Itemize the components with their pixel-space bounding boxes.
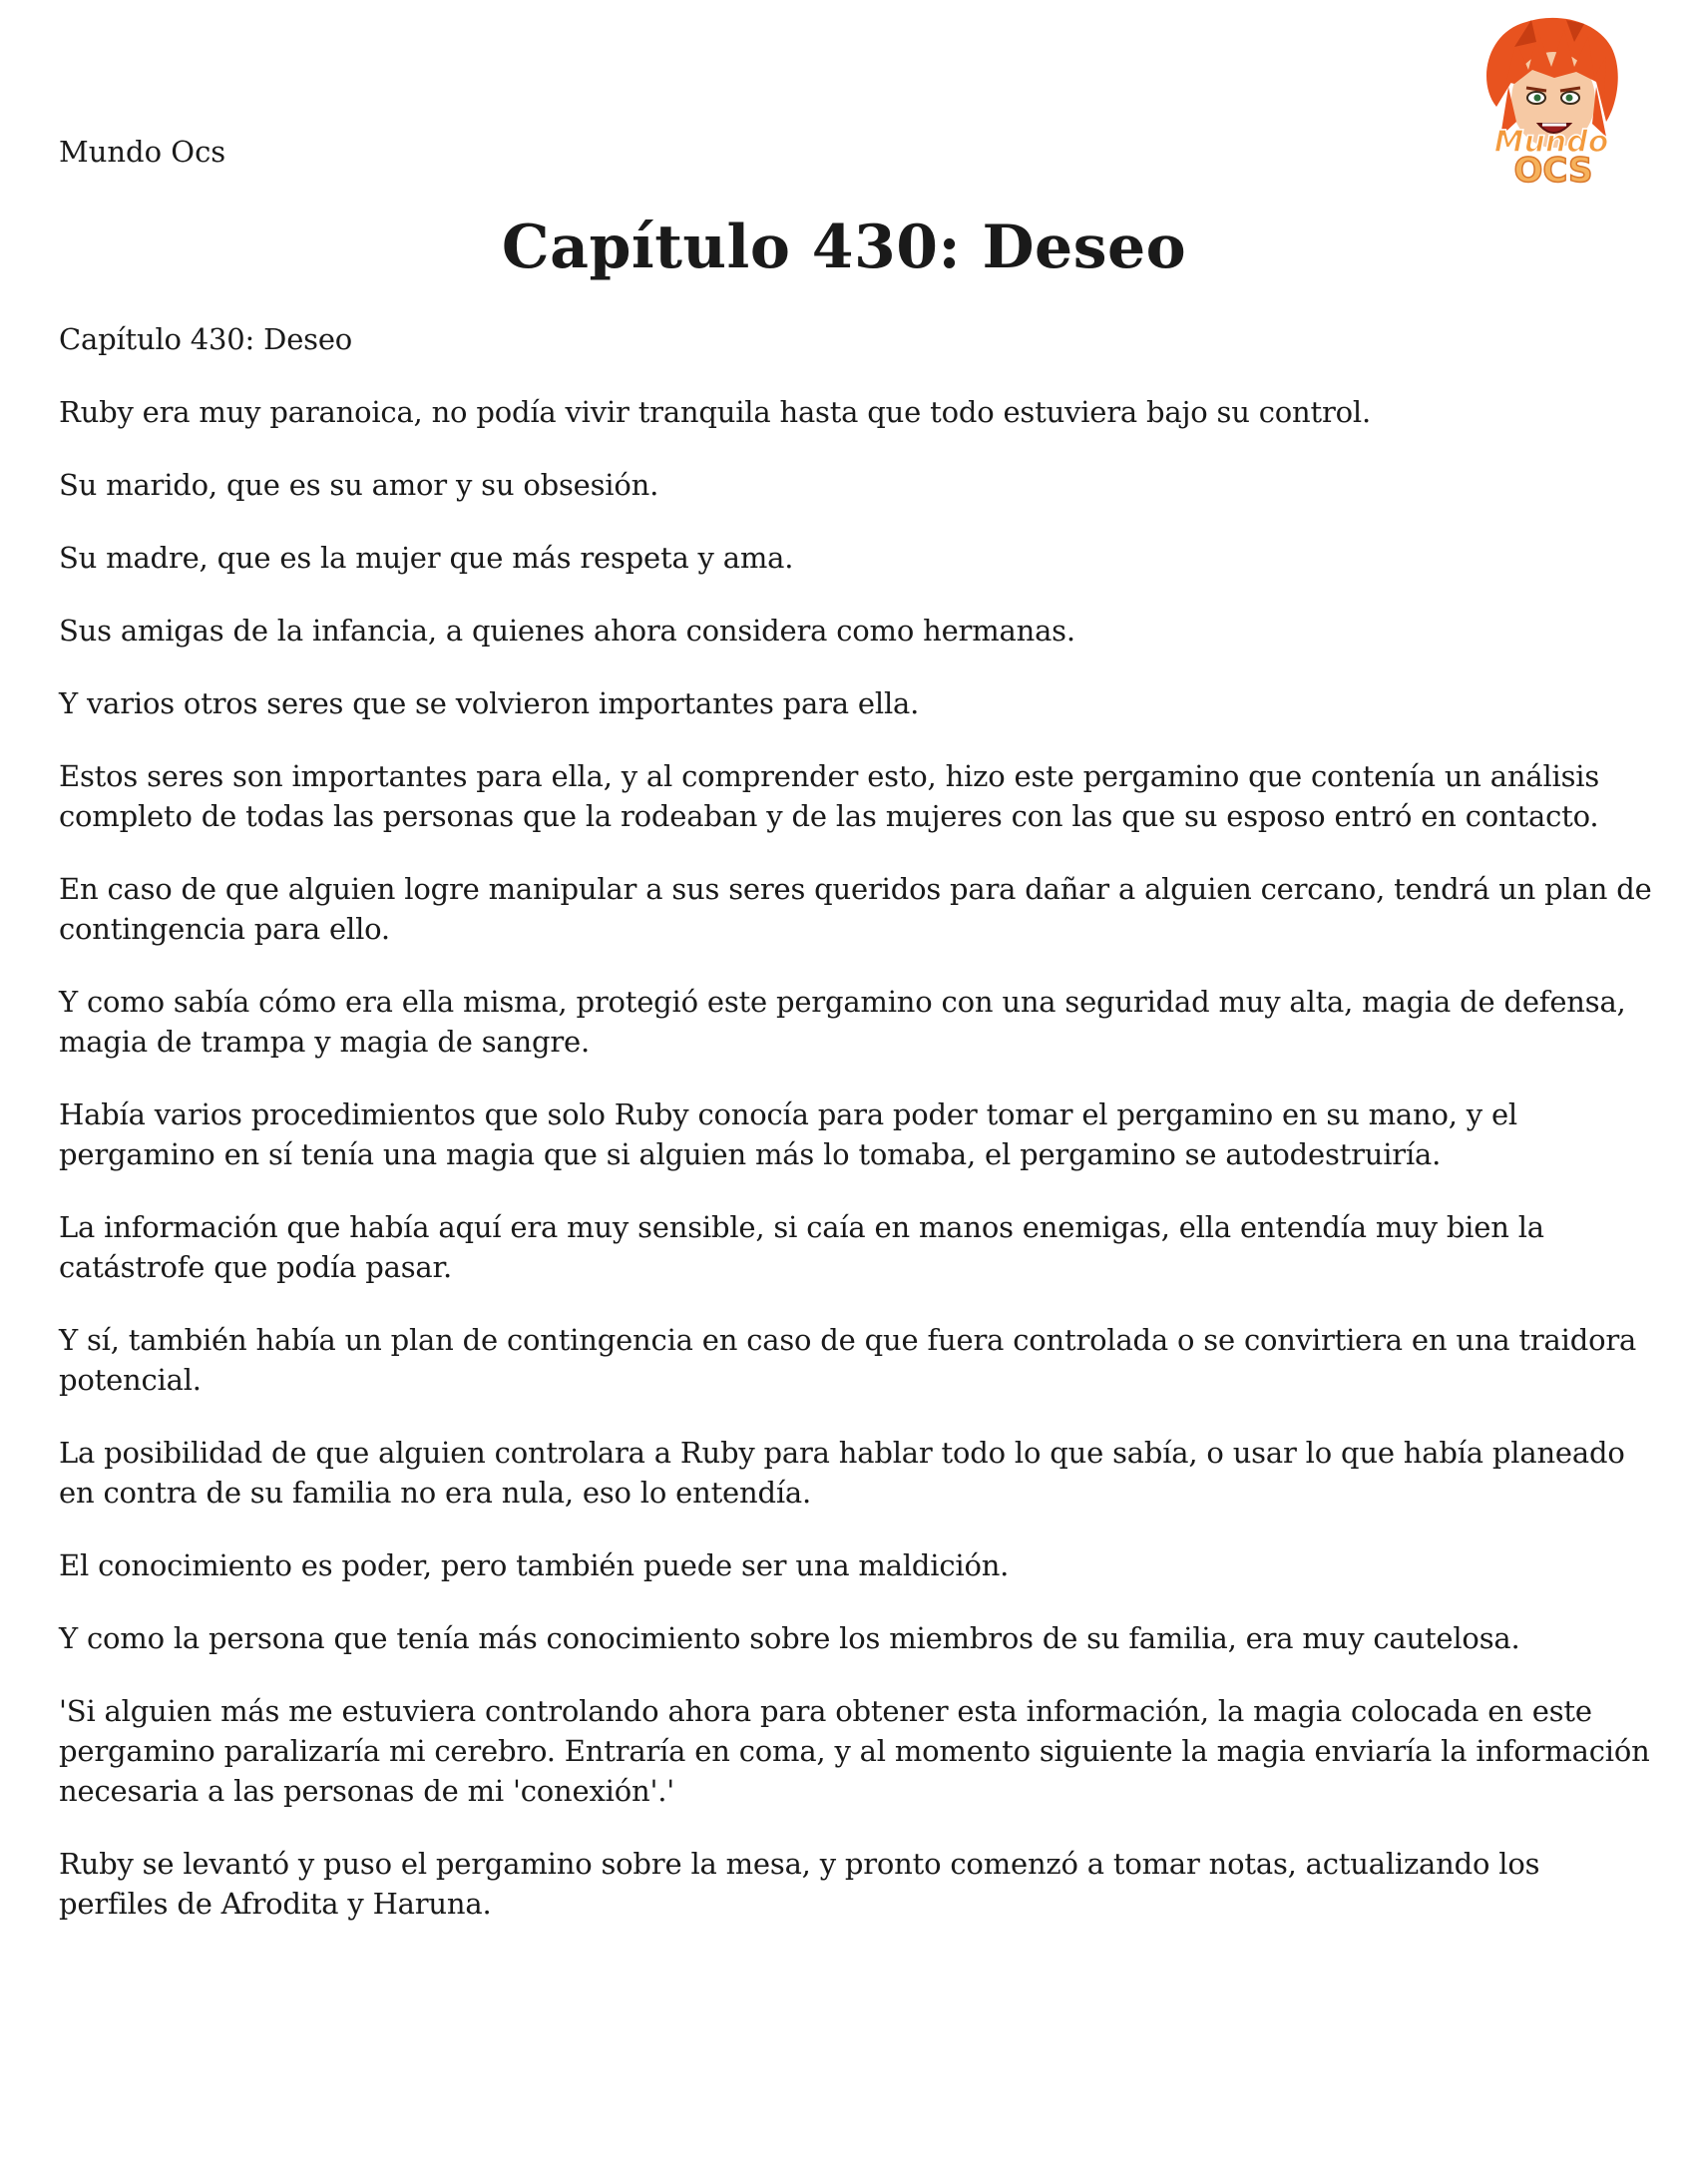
paragraph: 'Si alguien más me estuviera controlando ahora para obtener esta información, la magia colocada en este pergamino paralizaría mi cerebro. Entraría en coma, y al momento siguiente la magia enviaría la información necesaria a las personas de mi 'conexión'.' (59, 1694, 1650, 1808)
site-name: Mundo Ocs (59, 135, 226, 169)
paragraph: El conocimiento es poder, pero también puede ser una maldición. (59, 1548, 1010, 1582)
paragraph: Y varios otros seres que se volvieron importantes para ella. (59, 686, 920, 720)
paragraph: Capítulo 430: Deseo (59, 322, 353, 356)
paragraph: Ruby se levantó y puso el pergamino sobre la mesa, y pronto comenzó a tomar notas, actualizando los perfiles de Afrodita y Haruna. (59, 1847, 1540, 1921)
paragraph: Su marido, que es su amor y su obsesión. (59, 468, 659, 502)
paragraph: La información que había aquí era muy sensible, si caía en manos enemigas, ella entendía muy bien la catástrofe que podía pasar. (59, 1210, 1544, 1284)
chapter-heading: Capítulo 430: Deseo (501, 213, 1187, 282)
paragraph: En caso de que alguien logre manipular a sus seres queridos para dañar a alguien cercano, tendrá un plan de contingencia para ello. (59, 872, 1652, 946)
logo-text-top: Mundo (1493, 125, 1609, 160)
chapter-body (59, 319, 1655, 1957)
paragraph: Estos seres son importantes para ella, y al comprender esto, hizo este pergamino que contenía un análisis completo de todas las personas que la rodeaban y de las mujeres con las que su esposo entró en contacto. (59, 759, 1600, 833)
mundo-ocs-logo (1457, 12, 1646, 187)
paragraph: Y como sabía cómo era ella misma, protegió este pergamino con una seguridad muy alta, magia de defensa, magia de trampa y magia de sangre. (59, 985, 1626, 1059)
paragraph: Su madre, que es la mujer que más respeta y ama. (59, 541, 794, 575)
logo-text-bottom: OCS (1513, 151, 1593, 187)
paragraph: Sus amigas de la infancia, a quienes ahora considera como hermanas. (59, 614, 1075, 648)
paragraph: Y sí, también había un plan de contingencia en caso de que fuera controlada o se convirtiera en una traidora potencial. (59, 1323, 1637, 1397)
paragraph: Y como la persona que tenía más conocimiento sobre los miembros de su familia, era muy cautelosa. (59, 1621, 1520, 1655)
paragraph: Ruby era muy paranoica, no podía vivir tranquila hasta que todo estuviera bajo su control. (59, 395, 1371, 429)
paragraph: Había varios procedimientos que solo Ruby conocía para poder tomar el pergamino en su mano, y el pergamino en sí tenía una magia que si alguien más lo tomaba, el pergamino se autodestruiría. (59, 1097, 1518, 1171)
paragraph: La posibilidad de que alguien controlara a Ruby para hablar todo lo que sabía, o usar lo que había planeado en contra de su familia no era nula, eso lo entendía. (59, 1436, 1625, 1510)
